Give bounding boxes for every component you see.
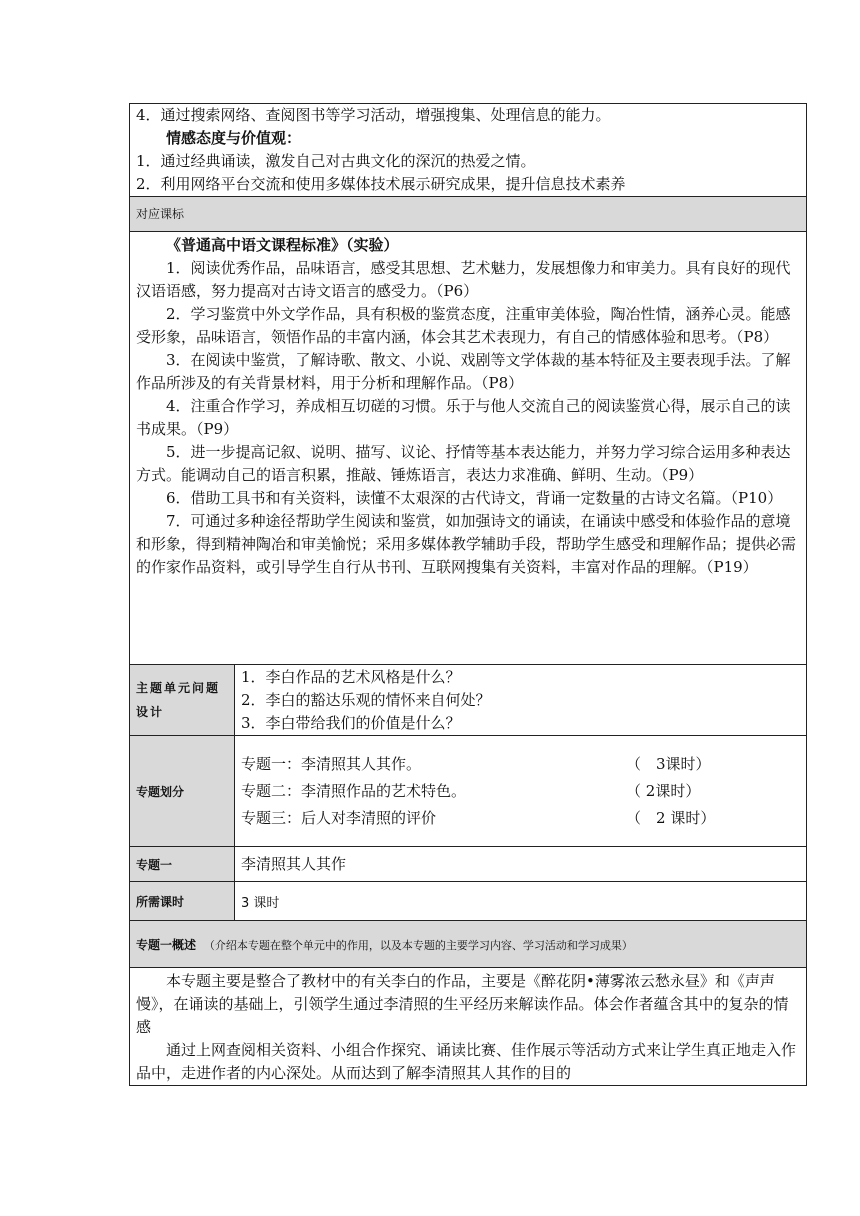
standard-item: 3．在阅读中鉴赏，了解诗歌、散文、小说、戏剧等文学体裁的基本特征及主要表现手法。了解作品所涉及的有关背景材料，用于分析和理解作品。（P8） <box>136 351 791 392</box>
standards-row <box>130 232 807 665</box>
lesson-plan-table <box>129 103 806 1086</box>
topic-item <box>235 805 806 832</box>
overview-note: （介绍本专题在整个单元中的作用，以及本专题的主要学习内容、学习活动和学习成果） <box>203 938 633 952</box>
standard-item: 6．借助工具书和有关资料，读懂不太艰深的古代诗文，背诵一定数量的古诗文名篇。（P10） <box>166 489 783 507</box>
standard-item: 1．阅读优秀作品，品味语言，感受其思想、艺术魅力，发展想像力和审美力。具有良好的现代汉语语感，努力提高对古诗文语言的感受力。（P6） <box>136 259 791 300</box>
standards-title: 《普通高中语文课程标准》（实验） <box>166 236 399 254</box>
goal-attitude-2: 2．利用网络平台交流和使用多媒体技术展示研究成果，提升信息技术素养 <box>136 175 626 193</box>
hours-label: 所需课时 <box>136 894 185 909</box>
hours-value: 3 课时 <box>241 895 280 911</box>
standard-item: 2．学习鉴赏中外文学作品，具有积极的鉴赏态度，注重审美体验，陶冶性情，涵养心灵。能感受形象，品味语言，领悟作品的丰富内涵，体会其艺术表现力，有自己的情感体验和思考。（P8） <box>136 305 791 346</box>
topic1-value: 李清照其人其作 <box>241 854 347 873</box>
topic-item <box>235 778 806 805</box>
goal-attitude-1: 1．通过经典诵读，激发自己对古典文化的深沉的热爱之情。 <box>136 152 536 170</box>
topic-hours: （ 3课时） <box>626 754 711 773</box>
overview-header <box>130 936 806 953</box>
hours-row <box>130 882 807 921</box>
standard-item: 5．进一步提高记叙、说明、描写、议论、抒情等基本表达能力，并努力学习综合运用多种表达方式。能调动自己的语言积累，推敲、锤炼语言，表达力求准确、鲜明、生动。（P9） <box>136 443 791 484</box>
overview-para: 通过上网查阅相关资料、小组合作探究、诵读比赛、佳作展示等活动方式来让学生真正地走入作品中，走进作者的内心深处。从而达到了解李清照其人其作的目的 <box>136 1041 797 1082</box>
attitude-title: 情感态度与价值观： <box>166 129 302 147</box>
topic-name: 专题二：李清照作品的艺术特色。 <box>241 781 467 800</box>
topic-hours: （ 2课时） <box>626 781 701 800</box>
standard-item: 4．注重合作学习，养成相互切磋的习惯。乐于与他人交流自己的阅读鉴赏心得，展示自己的读书成果。（P9） <box>136 397 791 438</box>
topic1-label: 专题一 <box>136 857 173 872</box>
overview-label: 专题一概述 <box>136 937 197 952</box>
topic-name: 专题一：李清照其人其作。 <box>241 754 422 773</box>
overview-row <box>130 968 807 1086</box>
topic-hours: （ 2 课时） <box>626 808 716 827</box>
topic-item <box>235 751 806 778</box>
questions-label: 主题单元问题设计 <box>136 681 221 719</box>
question-item: 1．李白作品的艺术风格是什么？ <box>241 667 461 686</box>
standards-header-row <box>130 197 807 232</box>
questions-row <box>130 665 807 736</box>
goals-row <box>130 104 807 197</box>
topic1-row <box>130 847 807 882</box>
topics-row <box>130 736 807 847</box>
question-item: 2．李白的豁达乐观的情怀来自何处？ <box>241 690 491 709</box>
topics-label: 专题划分 <box>136 784 185 799</box>
standard-item: 7．可通过多种途径帮助学生阅读和鉴赏，如加强诗文的诵读，在诵读中感受和体验作品的意境和形象，得到精神陶冶和审美愉悦；采用多媒体教学辅助手段，帮助学生感受和理解作品；提供必需的作家作品资料，或引导学生自行从书刊、互联网搜集有关资料，丰富对作品的理解。（P19） <box>136 512 797 576</box>
standards-header: 对应课标 <box>136 207 185 221</box>
overview-header-row <box>130 921 807 968</box>
topic-name: 专题三：后人对李清照的评价 <box>241 808 437 827</box>
goal-item-4: 4．通过搜索网络、查阅图书等学习活动，增强搜集、处理信息的能力。 <box>136 106 611 124</box>
overview-para: 本专题主要是整合了教材中的有关李白的作品，主要是《醉花阴•薄雾浓云愁永昼》和《声声慢》，在诵读的基础上，引领学生通过李清照的生平经历来解读作品。体会作者蕴含其中的复杂的情感 <box>136 972 789 1036</box>
question-item: 3．李白带给我们的价值是什么？ <box>241 713 461 732</box>
